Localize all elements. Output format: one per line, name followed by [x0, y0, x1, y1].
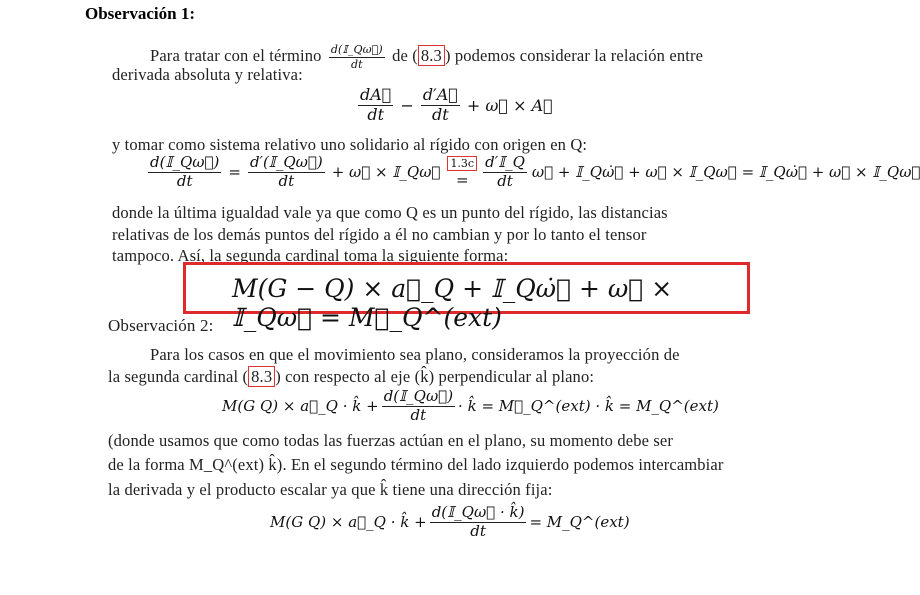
- eq1-mid-den: dt: [431, 104, 449, 124]
- obs1-p1-fraction: [329, 44, 385, 70]
- eq1-mid-fraction: [421, 87, 460, 124]
- eq4-fraction: [430, 505, 527, 540]
- eq2-reference-link[interactable]: 1.3c: [447, 156, 477, 171]
- eq2-b-den: dt: [278, 171, 295, 190]
- equation-projection: [222, 389, 719, 424]
- obs2-paragraph-1-line-1: Para los casos en que el movimiento sea plano, consideramos la proyección de: [150, 345, 680, 364]
- second-cardinal-equation: M(G − Q) × a⃗_Q + 𝕀_Qω̇⃗ + ω⃗ × 𝕀_Qω⃗ = M⃗_Q^(ext): [232, 274, 673, 332]
- eq2-c-den: dt: [497, 171, 513, 190]
- eq3-den: dt: [410, 405, 427, 424]
- eq1-mid-num: d′A⃗: [422, 85, 458, 104]
- obs2-paragraph-2-line-1: (donde usamos que como todas las fuerzas actúan en el plano, su momento debe ser: [108, 431, 674, 450]
- obs1-paragraph-3-line-1: donde la última igualdad vale ya que como Q es un punto del rígido, las distancias: [112, 203, 668, 222]
- equation-reference-link[interactable]: 8.3: [418, 45, 445, 66]
- eq4-lhs: M(G Q) × a⃗_Q · k̂ +: [270, 513, 427, 532]
- eq4-num: d(𝕀_Qω⃗ · k̂): [431, 503, 525, 521]
- obs1-paragraph-3-line-2: relativas de los demás puntos del rígido a él no cambian y por lo tanto el tensor: [112, 225, 647, 244]
- eq2-c-tail: ω⃗ + 𝕀_Qω̇⃗ + ω⃗ × 𝕀_Qω⃗ = 𝕀_Qω̇⃗ + ω⃗ × 𝕀_Qω⃗: [531, 163, 920, 182]
- eq2-c-num: d′𝕀_Q: [485, 153, 525, 171]
- obs1-p1-frac-num: d(𝕀_Qω⃗): [330, 43, 383, 56]
- eq2-b-num: d′(𝕀_Qω⃗): [249, 153, 323, 171]
- eq2-equals-1: =: [228, 163, 241, 182]
- eq2-a-num: d(𝕀_Qω⃗): [150, 153, 220, 171]
- obs1-paragraph-1-line-1: Para tratar con el término $\frac{\text{d(𝕀\_Qω⃗)}}{dt}$ de ( 8.3 ) podemos considerar la relación entre: [150, 43, 704, 71]
- obs2-p1-text-b: con respecto al eje (k̂) perpendicular al plano:: [285, 367, 595, 386]
- eq2-equals-2: =: [455, 170, 469, 189]
- eq2-a-fraction: [148, 155, 221, 190]
- equation-reference-link-2[interactable]: 8.3: [248, 366, 275, 387]
- obs1-p1-frac-den: dt: [350, 57, 363, 71]
- obs1-p1-text-b: de: [392, 45, 408, 65]
- equation-scalar-derivative: [270, 505, 630, 540]
- obs2-paragraph-2-line-2: de la forma M_Q^(ext) k̂). En el segundo término del lado izquierdo podemos intercambiar: [108, 455, 724, 474]
- eq2-b-tail: + ω⃗ × 𝕀_Qω⃗: [331, 163, 441, 182]
- equation-tensor-derivative: [145, 155, 920, 190]
- observation-2-heading: Observación 2:: [108, 316, 214, 335]
- eq1-rhs: + ω⃗ × A⃗: [466, 95, 553, 115]
- obs1-paragraph-2-line-1: y tomar como sistema relativo uno solidario al rígido con origen en Q:: [112, 135, 588, 154]
- eq2-c-fraction: [483, 155, 527, 190]
- eq3-rhs: · k̂ = M⃗_Q^(ext) · k̂ = M_Q^(ext): [458, 397, 719, 416]
- obs1-p1-text-a: Para tratar con el término: [150, 45, 322, 65]
- eq3-fraction: [382, 389, 455, 424]
- highlighted-equation-box: [183, 262, 750, 332]
- eq2-b-fraction: [248, 155, 325, 190]
- eq4-den: dt: [470, 521, 486, 540]
- eq4-rhs: = M_Q^(ext): [529, 513, 630, 532]
- obs1-paragraph-3-line-3: tampoco. Así, la segunda cardinal toma la siguiente forma:: [112, 246, 509, 265]
- eq2-labelled-equals: [447, 156, 477, 189]
- observation-1-heading: Observación 1:: [85, 4, 196, 23]
- obs2-paragraph-2-line-3: la derivada y el producto escalar ya que k̂ tiene una dirección fija:: [108, 480, 553, 499]
- eq1-lhs-den: dt: [367, 104, 385, 124]
- obs1-paragraph-1-line-2: derivada absoluta y relativa:: [112, 65, 303, 84]
- obs2-p1-text-a: la segunda cardinal: [108, 367, 239, 386]
- eq3-lhs: M(G Q) × a⃗_Q · k̂ +: [222, 397, 379, 416]
- equation-relative-derivative: [355, 87, 553, 124]
- eq1-lhs-num: dA⃗: [360, 85, 392, 104]
- obs2-paragraph-1-line-2: la segunda cardinal ( 8.3 ) con respecto al eje (k̂) perpendicular al plano:: [108, 367, 595, 386]
- eq1-minus: −: [400, 95, 414, 115]
- eq3-num: d(𝕀_Qω⃗): [383, 387, 454, 405]
- eq2-a-den: dt: [176, 171, 193, 190]
- obs1-p1-text-c: podemos considerar la relación entre: [454, 45, 704, 65]
- eq1-lhs-fraction: [358, 87, 393, 124]
